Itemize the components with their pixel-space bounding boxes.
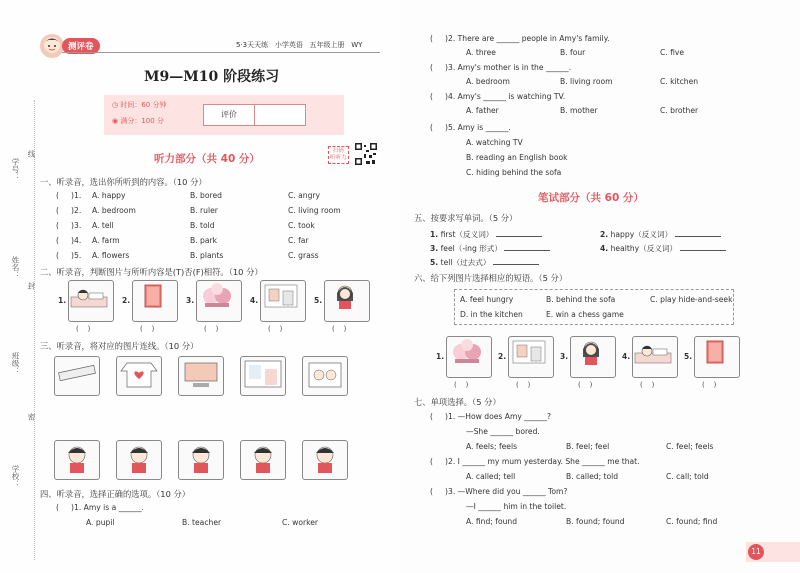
s7-q1-line2: —She ______ bored. bbox=[466, 427, 540, 436]
s6-answer-blank[interactable]: ( ) bbox=[702, 381, 717, 389]
s4-question-num: 2 bbox=[448, 34, 453, 43]
side-school: 学校： bbox=[11, 465, 20, 488]
s2-picture-number: 4. bbox=[250, 296, 259, 305]
s7-q3-b: B. found; found bbox=[566, 517, 625, 526]
s5-answer-4[interactable] bbox=[680, 244, 726, 251]
s5-answer-1[interactable] bbox=[496, 230, 542, 237]
s4-question-num: 4 bbox=[448, 92, 453, 101]
s7-heading: 七、单项选择。（5 分） bbox=[414, 397, 501, 407]
s4-question: ( )3. Amy's mother is in the ______. bbox=[430, 63, 572, 72]
s2-answer-blank[interactable]: ( ) bbox=[204, 325, 219, 333]
s6-picture-number: 2. bbox=[498, 352, 507, 361]
s6-picture bbox=[570, 336, 616, 378]
side-mark-xian: 线 bbox=[27, 150, 36, 158]
s5-item-5-num: 5. bbox=[430, 258, 439, 267]
s1-row-num: 3 bbox=[74, 221, 79, 230]
s3-heading: 三、听录音，将对应的图片连线。（10 分） bbox=[40, 341, 199, 351]
s7-q1-b: B. feel; feel bbox=[566, 442, 610, 451]
s4-q5-num: 5 bbox=[448, 123, 453, 132]
s1-option-c: C. living room bbox=[288, 206, 341, 215]
s7-q3-num: 3 bbox=[448, 487, 453, 496]
score-text: 满分：100 分 bbox=[120, 117, 164, 125]
s7-q2-c: C. call; told bbox=[666, 472, 709, 481]
s6-picture-number: 1. bbox=[436, 352, 445, 361]
s3-top-picture[interactable] bbox=[302, 356, 348, 396]
s1-option-b: B. park bbox=[190, 236, 218, 245]
s2-answer-blank[interactable]: ( ) bbox=[332, 325, 347, 333]
s3-top-picture[interactable] bbox=[116, 356, 162, 396]
s5-answer-3[interactable] bbox=[504, 244, 550, 251]
s4-option-a: A. bedroom bbox=[466, 77, 510, 86]
time-text: 时间：60 分钟 bbox=[120, 101, 167, 109]
score-label: ◉ 满分：100 分 bbox=[112, 117, 164, 125]
s7-q1-c: C. feel; feels bbox=[666, 442, 714, 451]
s7-q2-b: B. called; told bbox=[566, 472, 619, 481]
s5-item-3-num: 3. bbox=[430, 244, 439, 253]
s4-option-a: A. three bbox=[466, 48, 496, 57]
s5-answer-5[interactable] bbox=[493, 258, 539, 265]
s6-phrase-a: A. feel hungry bbox=[460, 295, 514, 304]
s4-option-b: B. mother bbox=[560, 106, 598, 115]
rating-label: 评价 bbox=[203, 104, 255, 126]
side-class: 班级： bbox=[11, 352, 20, 375]
s6-answer-blank[interactable]: ( ) bbox=[578, 381, 593, 389]
s7-q2-num: 2 bbox=[448, 457, 453, 466]
s1-row-num: 2 bbox=[74, 206, 79, 215]
s5-item-4-text: healthy（反义词） bbox=[610, 244, 678, 253]
s4-option-c: C. brother bbox=[660, 106, 699, 115]
s5-item-1-text: first（反义词） bbox=[440, 230, 494, 239]
s4-option-b: B. four bbox=[560, 48, 586, 57]
s3-top-picture[interactable] bbox=[54, 356, 100, 396]
rating-box[interactable] bbox=[254, 104, 306, 126]
side-mark-mi: 密 bbox=[27, 413, 36, 421]
s7-q3-line2: —I ______ him in the toilet. bbox=[466, 502, 567, 511]
s4-q5-a: A. watching TV bbox=[466, 138, 523, 147]
s1-option-a: A. flowers bbox=[92, 251, 130, 260]
s2-picture-number: 5. bbox=[314, 296, 323, 305]
s5-item-2-text: happy（反义词） bbox=[610, 230, 673, 239]
s4-option-c: C. five bbox=[660, 48, 685, 57]
s7-q2-line1: I ______ my mum yesterday. She ______ me that. bbox=[457, 457, 640, 466]
s6-answer-blank[interactable]: ( ) bbox=[516, 381, 531, 389]
s6-phrase-d: D. in the kitchen bbox=[460, 310, 523, 319]
header-subject: 小学英语 bbox=[274, 41, 303, 49]
s1-row: ( )1. bbox=[56, 191, 82, 200]
s1-option-c: C. took bbox=[288, 221, 315, 230]
s5-item-3-text: feel（-ing 形式） bbox=[440, 244, 502, 253]
s2-picture-number: 1. bbox=[58, 296, 67, 305]
s3-bottom-picture[interactable] bbox=[302, 440, 348, 480]
s4-q1-stem: Amy is a ______. bbox=[83, 503, 144, 512]
s3-bottom-picture[interactable] bbox=[240, 440, 286, 480]
s4-question: ( )2. There are ______ people in Amy's family. bbox=[430, 34, 610, 43]
s7-q1-a: A. feels; feels bbox=[466, 442, 518, 451]
side-student-no: 学号： bbox=[11, 158, 20, 181]
s4-q1-a: A. pupil bbox=[86, 518, 115, 527]
s7-q3-line1: —Where did you ______ Tom? bbox=[457, 487, 568, 496]
s4-q5-b: B. reading an English book bbox=[466, 153, 568, 162]
s2-picture bbox=[260, 280, 306, 322]
mascot-icon bbox=[40, 34, 64, 58]
s7-q3-a: A. find; found bbox=[466, 517, 518, 526]
s1-row: ( )5. bbox=[56, 251, 82, 260]
s1-row: ( )4. bbox=[56, 236, 82, 245]
s3-bottom-picture[interactable] bbox=[54, 440, 100, 480]
s4-q1-c: C. worker bbox=[282, 518, 319, 527]
s5-item-4-num: 4. bbox=[600, 244, 609, 253]
s2-picture bbox=[324, 280, 370, 322]
s6-picture bbox=[446, 336, 492, 378]
page-title: M9—M10 阶段练习 bbox=[144, 69, 280, 85]
s6-picture bbox=[632, 336, 678, 378]
s1-option-c: C. angry bbox=[288, 191, 321, 200]
s6-phrase-e: E. win a chess game bbox=[546, 310, 624, 319]
s2-picture-number: 2. bbox=[122, 296, 131, 305]
s4-q1: ( )1. Amy is a ______. bbox=[56, 503, 144, 512]
header-edition: WY bbox=[351, 41, 363, 49]
s4-option-a: A. father bbox=[466, 106, 499, 115]
s4-q5: ( )5. Amy is ______. bbox=[430, 123, 511, 132]
s7-q1: ( )1. —How does Amy ______? bbox=[430, 412, 552, 421]
binding-line bbox=[34, 100, 35, 560]
s4-question-stem: There are ______ people in Amy's family. bbox=[457, 34, 610, 43]
header-info bbox=[236, 40, 362, 50]
s1-option-c: C. far bbox=[288, 236, 309, 245]
s4-question-stem: Amy's mother is in the ______. bbox=[457, 63, 572, 72]
s6-phrase-b: B. behind the sofa bbox=[546, 295, 616, 304]
s7-q3: ( )3. —Where did you ______ Tom? bbox=[430, 487, 568, 496]
s5-item-4 bbox=[600, 244, 726, 254]
qr-caption-2: 听听力 bbox=[330, 155, 347, 161]
s1-row-num: 4 bbox=[74, 236, 79, 245]
s4-q1-b: B. teacher bbox=[182, 518, 222, 527]
side-mark-feng: 封 bbox=[27, 282, 36, 290]
s2-answer-blank[interactable]: ( ) bbox=[76, 325, 91, 333]
s5-item-2-num: 2. bbox=[600, 230, 609, 239]
s4-question-stem: Amy's ______ is watching TV. bbox=[457, 92, 566, 101]
s6-picture bbox=[508, 336, 554, 378]
s1-option-b: B. ruler bbox=[190, 206, 218, 215]
s1-heading: 一、听录音，选出你所听到的内容。（10 分） bbox=[40, 177, 207, 187]
s4-q5-c: C. hiding behind the sofa bbox=[466, 168, 562, 177]
s3-top-picture[interactable] bbox=[178, 356, 224, 396]
s5-item-5-text: tell（过去式） bbox=[440, 258, 491, 267]
qr-caption bbox=[328, 146, 349, 164]
writing-title: 笔试部分（共 60 分） bbox=[538, 192, 644, 204]
s1-row: ( )2. bbox=[56, 206, 82, 215]
header-badge: 测评卷 bbox=[62, 38, 100, 54]
s6-picture-number: 3. bbox=[560, 352, 569, 361]
header-grade: 五年级上册 bbox=[309, 41, 345, 49]
s6-phrase-c: C. play hide-and-seek bbox=[650, 295, 733, 304]
s6-picture-number: 5. bbox=[684, 352, 693, 361]
s1-option-b: B. bored bbox=[190, 191, 222, 200]
s4-option-c: C. kitchen bbox=[660, 77, 699, 86]
qr-caption-1: 扫码 bbox=[332, 148, 344, 154]
s6-answer-blank[interactable]: ( ) bbox=[454, 381, 469, 389]
s3-bottom-picture[interactable] bbox=[178, 440, 224, 480]
s1-option-a: A. farm bbox=[92, 236, 120, 245]
s7-q1-num: 1 bbox=[448, 412, 453, 421]
s4-heading: 四、听录音，选择正确的选项。（10 分） bbox=[40, 489, 191, 499]
s5-item-1-num: 1. bbox=[430, 230, 439, 239]
s3-bottom-picture[interactable] bbox=[116, 440, 162, 480]
s1-row-num: 1 bbox=[74, 191, 79, 200]
listening-title: 听力部分（共 40 分） bbox=[154, 153, 260, 165]
s7-q2: ( )2. I ______ my mum yesterday. She ______ me that. bbox=[430, 457, 640, 466]
s2-answer-blank[interactable]: ( ) bbox=[268, 325, 283, 333]
s4-question-num: 3 bbox=[448, 63, 453, 72]
s4-option-b: B. living room bbox=[560, 77, 613, 86]
s2-picture-number: 3. bbox=[186, 296, 195, 305]
header-divider bbox=[62, 52, 380, 53]
s2-answer-blank[interactable]: ( ) bbox=[140, 325, 155, 333]
s5-item-5 bbox=[430, 258, 539, 268]
s1-option-b: B. plants bbox=[190, 251, 224, 260]
s1-option-b: B. told bbox=[190, 221, 215, 230]
s2-heading: 二、听录音，判断图片与所听内容是(T)否(F)相符。（10 分） bbox=[40, 267, 263, 277]
s6-picture-number: 4. bbox=[622, 352, 631, 361]
s4-question: ( )4. Amy's ______ is watching TV. bbox=[430, 92, 566, 101]
s1-row-num: 5 bbox=[74, 251, 79, 260]
s7-q3-c: C. found; find bbox=[666, 517, 718, 526]
time-label: ◷ 时间：60 分钟 bbox=[112, 101, 167, 109]
s2-picture bbox=[132, 280, 178, 322]
s5-heading: 五、按要求写单词。（5 分） bbox=[414, 213, 518, 223]
s6-answer-blank[interactable]: ( ) bbox=[640, 381, 655, 389]
s5-answer-2[interactable] bbox=[675, 230, 721, 237]
s3-top-picture[interactable] bbox=[240, 356, 286, 396]
side-name: 姓名： bbox=[11, 256, 20, 279]
s5-item-1 bbox=[430, 230, 542, 240]
s1-option-a: A. bedroom bbox=[92, 206, 136, 215]
s4-q1-num: 1 bbox=[74, 503, 79, 512]
s1-option-a: A. tell bbox=[92, 221, 114, 230]
s5-item-3 bbox=[430, 244, 550, 254]
page-number: 11 bbox=[748, 544, 764, 560]
s1-option-a: A. happy bbox=[92, 191, 126, 200]
s2-picture bbox=[68, 280, 114, 322]
qr-code-icon[interactable] bbox=[354, 142, 378, 166]
header-series: 5·3天天练 bbox=[236, 41, 269, 49]
s4-q5-stem: Amy is ______. bbox=[457, 123, 511, 132]
s1-option-c: C. grass bbox=[288, 251, 319, 260]
s6-heading: 六、给下列图片选择相应的短语。（5 分） bbox=[414, 273, 568, 283]
s1-row: ( )3. bbox=[56, 221, 82, 230]
s2-picture bbox=[196, 280, 242, 322]
s5-item-2 bbox=[600, 230, 721, 240]
s6-picture bbox=[694, 336, 740, 378]
s7-q2-a: A. called; tell bbox=[466, 472, 516, 481]
s7-q1-line1: —How does Amy ______? bbox=[457, 412, 552, 421]
right-page bbox=[400, 0, 800, 573]
